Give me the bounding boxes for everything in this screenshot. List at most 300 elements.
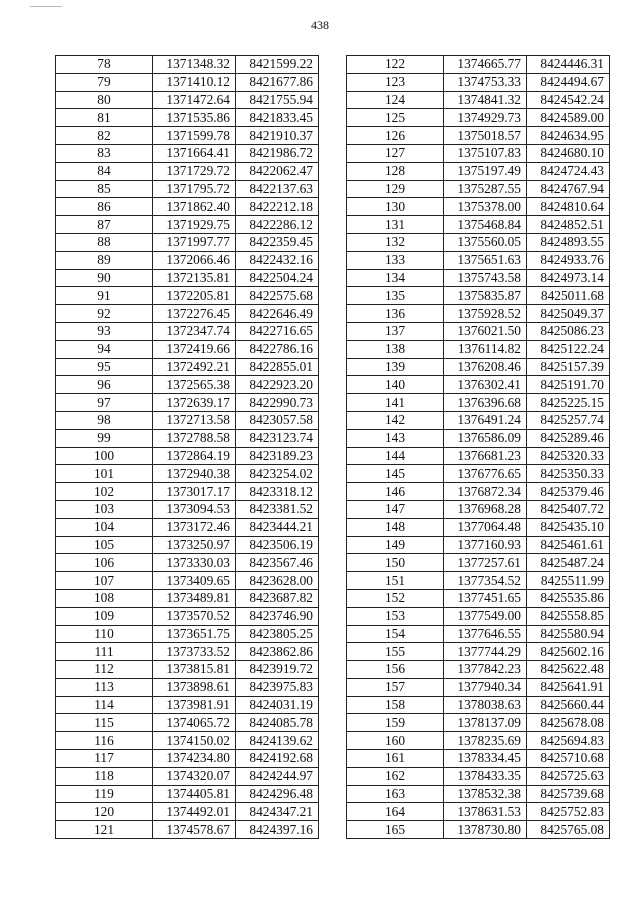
point-number: 89 <box>56 251 153 269</box>
point-number: 155 <box>347 643 444 661</box>
point-number: 165 <box>347 821 444 839</box>
x-coordinate: 1373409.65 <box>153 572 236 590</box>
x-coordinate: 1376681.23 <box>444 447 527 465</box>
x-coordinate: 1374492.01 <box>153 803 236 821</box>
x-coordinate: 1372135.81 <box>153 269 236 287</box>
page-number: 438 <box>311 18 329 32</box>
table-row <box>56 162 319 180</box>
point-number: 79 <box>56 73 153 91</box>
point-number: 98 <box>56 411 153 429</box>
y-coordinate: 8425602.16 <box>527 643 610 661</box>
y-coordinate: 8424810.64 <box>527 198 610 216</box>
x-coordinate: 1376872.34 <box>444 483 527 501</box>
x-coordinate: 1377064.48 <box>444 518 527 536</box>
point-number: 132 <box>347 233 444 251</box>
point-number: 160 <box>347 732 444 750</box>
y-coordinate: 8425622.48 <box>527 661 610 679</box>
table-row <box>56 340 319 358</box>
table-row <box>347 500 610 518</box>
point-number: 164 <box>347 803 444 821</box>
point-number: 133 <box>347 251 444 269</box>
x-coordinate: 1377451.65 <box>444 589 527 607</box>
x-coordinate: 1374234.80 <box>153 750 236 768</box>
table-row <box>347 821 610 839</box>
x-coordinate: 1376491.24 <box>444 411 527 429</box>
table-row <box>347 144 610 162</box>
x-coordinate: 1378631.53 <box>444 803 527 821</box>
x-coordinate: 1373733.52 <box>153 643 236 661</box>
y-coordinate: 8425678.08 <box>527 714 610 732</box>
point-number: 78 <box>56 56 153 74</box>
x-coordinate: 1374065.72 <box>153 714 236 732</box>
table-row <box>56 411 319 429</box>
x-coordinate: 1373330.03 <box>153 554 236 572</box>
y-coordinate: 8425710.68 <box>527 750 610 768</box>
table-row <box>56 500 319 518</box>
x-coordinate: 1375835.87 <box>444 287 527 305</box>
point-number: 141 <box>347 394 444 412</box>
point-number: 96 <box>56 376 153 394</box>
table-row <box>56 269 319 287</box>
point-number: 127 <box>347 144 444 162</box>
x-coordinate: 1374150.02 <box>153 732 236 750</box>
x-coordinate: 1371535.86 <box>153 109 236 127</box>
table-row <box>347 678 610 696</box>
y-coordinate: 8423919.72 <box>236 661 319 679</box>
point-number: 93 <box>56 322 153 340</box>
y-coordinate: 8424347.21 <box>236 803 319 821</box>
y-coordinate: 8423057.58 <box>236 411 319 429</box>
x-coordinate: 1372940.38 <box>153 465 236 483</box>
point-number: 103 <box>56 500 153 518</box>
y-coordinate: 8423381.52 <box>236 500 319 518</box>
table-row <box>56 305 319 323</box>
table-row <box>347 714 610 732</box>
y-coordinate: 8424852.51 <box>527 216 610 234</box>
table-row <box>56 643 319 661</box>
y-coordinate: 8424192.68 <box>236 750 319 768</box>
table-row <box>56 732 319 750</box>
y-coordinate: 8423687.82 <box>236 589 319 607</box>
point-number: 126 <box>347 127 444 145</box>
x-coordinate: 1372639.17 <box>153 394 236 412</box>
point-number: 157 <box>347 678 444 696</box>
point-number: 114 <box>56 696 153 714</box>
point-number: 162 <box>347 767 444 785</box>
table-row <box>347 661 610 679</box>
x-coordinate: 1376396.68 <box>444 394 527 412</box>
y-coordinate: 8425580.94 <box>527 625 610 643</box>
y-coordinate: 8424085.78 <box>236 714 319 732</box>
point-number: 109 <box>56 607 153 625</box>
point-number: 110 <box>56 625 153 643</box>
y-coordinate: 8424933.76 <box>527 251 610 269</box>
point-number: 105 <box>56 536 153 554</box>
x-coordinate: 1377940.34 <box>444 678 527 696</box>
y-coordinate: 8423444.21 <box>236 518 319 536</box>
table-row <box>347 518 610 536</box>
table-row <box>347 233 610 251</box>
point-number: 83 <box>56 144 153 162</box>
table-row <box>347 429 610 447</box>
table-row <box>347 696 610 714</box>
table-row <box>56 625 319 643</box>
y-coordinate: 8424031.19 <box>236 696 319 714</box>
y-coordinate: 8424397.16 <box>236 821 319 839</box>
x-coordinate: 1376302.41 <box>444 376 527 394</box>
x-coordinate: 1378137.09 <box>444 714 527 732</box>
y-coordinate: 8425379.46 <box>527 483 610 501</box>
point-number: 142 <box>347 411 444 429</box>
table-row <box>56 447 319 465</box>
table-row <box>56 518 319 536</box>
point-number: 136 <box>347 305 444 323</box>
y-coordinate: 8425461.61 <box>527 536 610 554</box>
y-coordinate: 8422504.24 <box>236 269 319 287</box>
y-coordinate: 8422575.68 <box>236 287 319 305</box>
y-coordinate: 8425765.08 <box>527 821 610 839</box>
y-coordinate: 8424296.48 <box>236 785 319 803</box>
table-row <box>56 750 319 768</box>
y-coordinate: 8425157.39 <box>527 358 610 376</box>
table-row <box>347 447 610 465</box>
x-coordinate: 1376586.09 <box>444 429 527 447</box>
y-coordinate: 8424724.43 <box>527 162 610 180</box>
point-number: 88 <box>56 233 153 251</box>
x-coordinate: 1376208.46 <box>444 358 527 376</box>
y-coordinate: 8421755.94 <box>236 91 319 109</box>
table-row <box>56 144 319 162</box>
x-coordinate: 1372066.46 <box>153 251 236 269</box>
x-coordinate: 1373094.53 <box>153 500 236 518</box>
x-coordinate: 1372347.74 <box>153 322 236 340</box>
y-coordinate: 8423318.12 <box>236 483 319 501</box>
table-row <box>347 572 610 590</box>
y-coordinate: 8422212.18 <box>236 198 319 216</box>
y-coordinate: 8424973.14 <box>527 269 610 287</box>
point-number: 108 <box>56 589 153 607</box>
table-row <box>56 216 319 234</box>
y-coordinate: 8423862.86 <box>236 643 319 661</box>
y-coordinate: 8425641.91 <box>527 678 610 696</box>
y-coordinate: 8425511.99 <box>527 572 610 590</box>
x-coordinate: 1374578.67 <box>153 821 236 839</box>
y-coordinate: 8424680.10 <box>527 144 610 162</box>
point-number: 161 <box>347 750 444 768</box>
table-row <box>56 73 319 91</box>
point-number: 123 <box>347 73 444 91</box>
x-coordinate: 1373489.81 <box>153 589 236 607</box>
x-coordinate: 1372864.19 <box>153 447 236 465</box>
x-coordinate: 1376021.50 <box>444 322 527 340</box>
point-number: 130 <box>347 198 444 216</box>
table-row <box>56 821 319 839</box>
x-coordinate: 1377549.00 <box>444 607 527 625</box>
x-coordinate: 1372205.81 <box>153 287 236 305</box>
x-coordinate: 1373981.91 <box>153 696 236 714</box>
y-coordinate: 8421986.72 <box>236 144 319 162</box>
table-row <box>56 678 319 696</box>
x-coordinate: 1372492.21 <box>153 358 236 376</box>
table-row <box>347 216 610 234</box>
y-coordinate: 8425320.33 <box>527 447 610 465</box>
table-row <box>347 180 610 198</box>
table-row <box>56 661 319 679</box>
y-coordinate: 8425487.24 <box>527 554 610 572</box>
y-coordinate: 8422286.12 <box>236 216 319 234</box>
table-row <box>347 340 610 358</box>
table-row <box>56 785 319 803</box>
point-number: 158 <box>347 696 444 714</box>
x-coordinate: 1375197.49 <box>444 162 527 180</box>
y-coordinate: 8425407.72 <box>527 500 610 518</box>
point-number: 122 <box>347 56 444 74</box>
table-row <box>56 767 319 785</box>
point-number: 156 <box>347 661 444 679</box>
table-row <box>56 714 319 732</box>
point-number: 128 <box>347 162 444 180</box>
x-coordinate: 1371862.40 <box>153 198 236 216</box>
table-row <box>56 554 319 572</box>
table-row <box>347 305 610 323</box>
point-number: 118 <box>56 767 153 785</box>
x-coordinate: 1373172.46 <box>153 518 236 536</box>
table-row <box>347 394 610 412</box>
point-number: 90 <box>56 269 153 287</box>
table-row <box>347 376 610 394</box>
y-coordinate: 8425660.44 <box>527 696 610 714</box>
point-number: 140 <box>347 376 444 394</box>
y-coordinate: 8425739.68 <box>527 785 610 803</box>
x-coordinate: 1375651.63 <box>444 251 527 269</box>
table-row <box>56 233 319 251</box>
table-row <box>347 732 610 750</box>
table-row <box>347 251 610 269</box>
table-row <box>56 180 319 198</box>
table-row <box>347 607 610 625</box>
x-coordinate: 1375743.58 <box>444 269 527 287</box>
table-row <box>347 162 610 180</box>
point-number: 85 <box>56 180 153 198</box>
y-coordinate: 8423805.25 <box>236 625 319 643</box>
coordinates-table-right <box>346 55 610 839</box>
table-row <box>56 607 319 625</box>
table-row <box>56 465 319 483</box>
point-number: 92 <box>56 305 153 323</box>
x-coordinate: 1375378.00 <box>444 198 527 216</box>
table-row <box>56 287 319 305</box>
point-number: 138 <box>347 340 444 358</box>
y-coordinate: 8422786.16 <box>236 340 319 358</box>
y-coordinate: 8425694.83 <box>527 732 610 750</box>
y-coordinate: 8421910.37 <box>236 127 319 145</box>
point-number: 104 <box>56 518 153 536</box>
y-coordinate: 8425011.68 <box>527 287 610 305</box>
x-coordinate: 1372276.45 <box>153 305 236 323</box>
table-row <box>347 358 610 376</box>
point-number: 112 <box>56 661 153 679</box>
y-coordinate: 8424634.95 <box>527 127 610 145</box>
y-coordinate: 8425289.46 <box>527 429 610 447</box>
table-row <box>347 785 610 803</box>
point-number: 137 <box>347 322 444 340</box>
point-number: 81 <box>56 109 153 127</box>
table-row <box>347 91 610 109</box>
point-number: 150 <box>347 554 444 572</box>
y-coordinate: 8422646.49 <box>236 305 319 323</box>
table-row <box>56 483 319 501</box>
y-coordinate: 8421833.45 <box>236 109 319 127</box>
y-coordinate: 8425257.74 <box>527 411 610 429</box>
point-number: 125 <box>347 109 444 127</box>
table-row <box>56 394 319 412</box>
x-coordinate: 1377354.52 <box>444 572 527 590</box>
point-number: 144 <box>347 447 444 465</box>
y-coordinate: 8422359.45 <box>236 233 319 251</box>
y-coordinate: 8425049.37 <box>527 305 610 323</box>
table-row <box>347 411 610 429</box>
y-coordinate: 8424767.94 <box>527 180 610 198</box>
point-number: 100 <box>56 447 153 465</box>
y-coordinate: 8424446.31 <box>527 56 610 74</box>
point-number: 147 <box>347 500 444 518</box>
x-coordinate: 1375928.52 <box>444 305 527 323</box>
table-row <box>347 73 610 91</box>
table-row <box>56 358 319 376</box>
y-coordinate: 8423254.02 <box>236 465 319 483</box>
y-coordinate: 8422923.20 <box>236 376 319 394</box>
point-number: 86 <box>56 198 153 216</box>
x-coordinate: 1374929.73 <box>444 109 527 127</box>
point-number: 91 <box>56 287 153 305</box>
table-row <box>56 109 319 127</box>
point-number: 121 <box>56 821 153 839</box>
point-number: 143 <box>347 429 444 447</box>
x-coordinate: 1373250.97 <box>153 536 236 554</box>
table-row <box>347 465 610 483</box>
x-coordinate: 1378235.69 <box>444 732 527 750</box>
x-coordinate: 1371348.32 <box>153 56 236 74</box>
x-coordinate: 1373570.52 <box>153 607 236 625</box>
y-coordinate: 8421599.22 <box>236 56 319 74</box>
point-number: 152 <box>347 589 444 607</box>
table-row <box>56 322 319 340</box>
coordinates-table-left <box>55 55 319 839</box>
x-coordinate: 1372713.58 <box>153 411 236 429</box>
point-number: 148 <box>347 518 444 536</box>
point-number: 149 <box>347 536 444 554</box>
table-row <box>56 56 319 74</box>
x-coordinate: 1371729.72 <box>153 162 236 180</box>
point-number: 99 <box>56 429 153 447</box>
table-row <box>56 127 319 145</box>
x-coordinate: 1371472.64 <box>153 91 236 109</box>
y-coordinate: 8423123.74 <box>236 429 319 447</box>
y-coordinate: 8422855.01 <box>236 358 319 376</box>
y-coordinate: 8424139.62 <box>236 732 319 750</box>
table-row <box>347 803 610 821</box>
point-number: 94 <box>56 340 153 358</box>
y-coordinate: 8424494.67 <box>527 73 610 91</box>
x-coordinate: 1377646.55 <box>444 625 527 643</box>
point-number: 84 <box>56 162 153 180</box>
table-row <box>56 572 319 590</box>
x-coordinate: 1376114.82 <box>444 340 527 358</box>
point-number: 129 <box>347 180 444 198</box>
point-number: 106 <box>56 554 153 572</box>
table-row <box>347 589 610 607</box>
table-row <box>347 127 610 145</box>
x-coordinate: 1378532.38 <box>444 785 527 803</box>
table-row <box>347 322 610 340</box>
y-coordinate: 8424542.24 <box>527 91 610 109</box>
point-number: 117 <box>56 750 153 768</box>
y-coordinate: 8423746.90 <box>236 607 319 625</box>
y-coordinate: 8423975.83 <box>236 678 319 696</box>
x-coordinate: 1371664.41 <box>153 144 236 162</box>
y-coordinate: 8424589.00 <box>527 109 610 127</box>
x-coordinate: 1377160.93 <box>444 536 527 554</box>
point-number: 135 <box>347 287 444 305</box>
table-row <box>347 767 610 785</box>
y-coordinate: 8423628.00 <box>236 572 319 590</box>
x-coordinate: 1378433.35 <box>444 767 527 785</box>
y-coordinate: 8425225.15 <box>527 394 610 412</box>
x-coordinate: 1372788.58 <box>153 429 236 447</box>
x-coordinate: 1373898.61 <box>153 678 236 696</box>
point-number: 97 <box>56 394 153 412</box>
y-coordinate: 8425435.10 <box>527 518 610 536</box>
y-coordinate: 8422716.65 <box>236 322 319 340</box>
x-coordinate: 1371599.78 <box>153 127 236 145</box>
point-number: 145 <box>347 465 444 483</box>
point-number: 95 <box>56 358 153 376</box>
x-coordinate: 1373651.75 <box>153 625 236 643</box>
point-number: 113 <box>56 678 153 696</box>
point-number: 101 <box>56 465 153 483</box>
x-coordinate: 1374320.07 <box>153 767 236 785</box>
y-coordinate: 8425752.83 <box>527 803 610 821</box>
x-coordinate: 1374405.81 <box>153 785 236 803</box>
point-number: 116 <box>56 732 153 750</box>
x-coordinate: 1374753.33 <box>444 73 527 91</box>
x-coordinate: 1378038.63 <box>444 696 527 714</box>
y-coordinate: 8425122.24 <box>527 340 610 358</box>
table-row <box>347 56 610 74</box>
x-coordinate: 1376968.28 <box>444 500 527 518</box>
table-row <box>347 536 610 554</box>
x-coordinate: 1375560.05 <box>444 233 527 251</box>
table-row <box>347 750 610 768</box>
point-number: 102 <box>56 483 153 501</box>
x-coordinate: 1373017.17 <box>153 483 236 501</box>
table-row <box>347 269 610 287</box>
y-coordinate: 8424893.55 <box>527 233 610 251</box>
table-row <box>347 554 610 572</box>
y-coordinate: 8423189.23 <box>236 447 319 465</box>
x-coordinate: 1378334.45 <box>444 750 527 768</box>
table-row <box>347 643 610 661</box>
point-number: 131 <box>347 216 444 234</box>
point-number: 146 <box>347 483 444 501</box>
y-coordinate: 8422432.16 <box>236 251 319 269</box>
point-number: 159 <box>347 714 444 732</box>
x-coordinate: 1375287.55 <box>444 180 527 198</box>
table-row <box>347 109 610 127</box>
x-coordinate: 1372565.38 <box>153 376 236 394</box>
point-number: 139 <box>347 358 444 376</box>
point-number: 153 <box>347 607 444 625</box>
